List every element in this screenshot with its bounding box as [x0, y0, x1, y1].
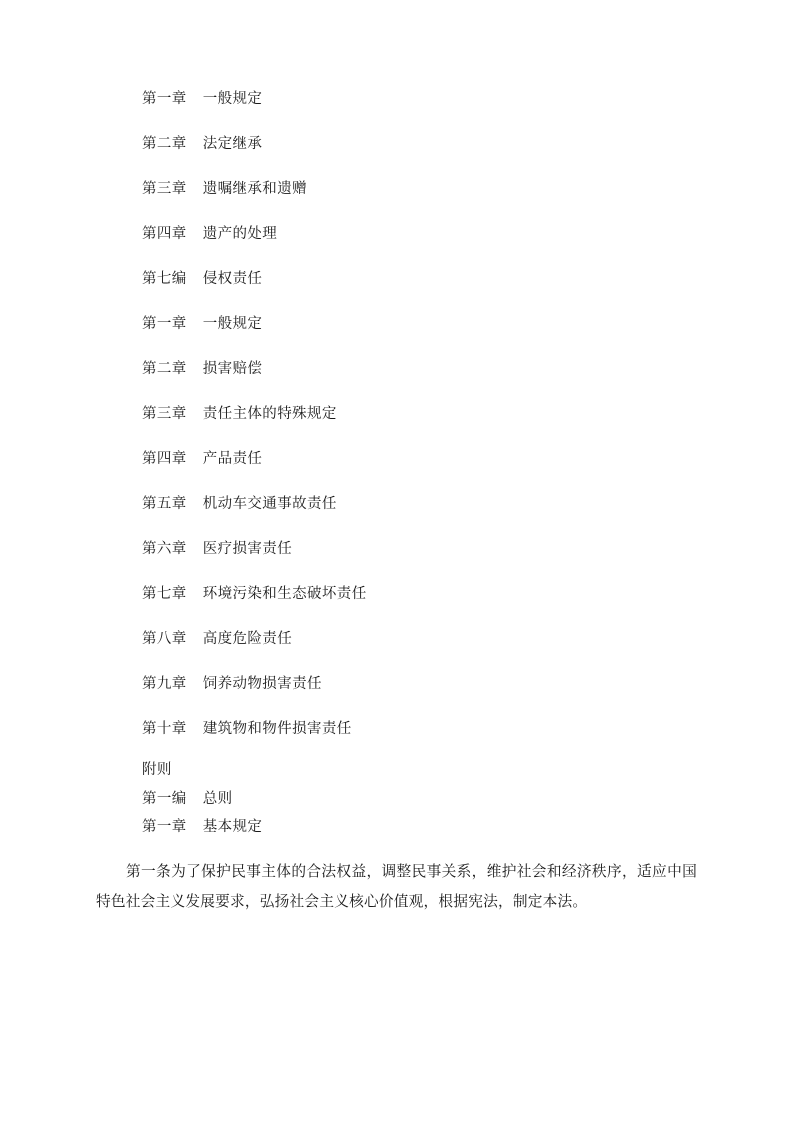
toc-entry-title: 环境污染和生态破坏责任: [202, 586, 367, 602]
toc-entry-title: 侵权责任: [202, 271, 263, 287]
toc-entry-number: 第五章: [142, 496, 187, 512]
toc-entry-number: 第三章: [142, 181, 187, 197]
toc-entry-number: 第二章: [142, 361, 187, 377]
toc-entry-title: 责任主体的特殊规定: [202, 406, 337, 422]
toc-entry-number: 第八章: [142, 631, 187, 647]
table-of-contents: [96, 92, 697, 737]
toc-entry-title: 法定继承: [202, 136, 263, 152]
toc-entry-number: 第六章: [142, 541, 187, 557]
article-text: 为了保护民事主体的合法权益，调整民事关系，维护社会和经济秩序，适应中国特色社会主义发展要求，弘扬社会主义核心价值观，根据宪法，制定本法。: [96, 863, 697, 910]
toc-entry-number: 第二章: [142, 136, 187, 152]
list-item: [96, 137, 697, 152]
toc-entry-title: 饲养动物损害责任: [202, 676, 322, 692]
list-item: [96, 542, 697, 557]
appendix-label: 附则: [142, 762, 172, 778]
chapter-heading-title: 基本规定: [202, 819, 263, 835]
list-item: [96, 497, 697, 512]
list-item: [96, 722, 697, 737]
toc-entry-number: 第七章: [142, 586, 187, 602]
toc-entry-number: 第九章: [142, 676, 187, 692]
list-item: [96, 452, 697, 467]
toc-entry-number: 第四章: [142, 451, 187, 467]
list-item: [96, 92, 697, 107]
toc-entry-number: 第四章: [142, 226, 187, 242]
list-item: [96, 317, 697, 332]
toc-entry-title: 机动车交通事故责任: [202, 496, 337, 512]
list-item: [96, 182, 697, 197]
toc-entry-title: 损害赔偿: [202, 361, 263, 377]
toc-entry-number: 第三章: [142, 406, 187, 422]
list-item: [96, 587, 697, 602]
part-heading: [96, 792, 697, 807]
list-item: [96, 362, 697, 377]
toc-entry-title: 遗产的处理: [202, 226, 278, 242]
toc-entry-title: 一般规定: [202, 316, 263, 332]
list-item: [96, 677, 697, 692]
toc-entry-title: 产品责任: [202, 451, 263, 467]
chapter-heading: [96, 820, 697, 835]
toc-entry-number: 第七编: [142, 271, 187, 287]
document-headings-block: [96, 763, 697, 835]
list-item: [96, 227, 697, 242]
article-label: 第一条: [126, 863, 172, 880]
toc-entry-title: 高度危险责任: [202, 631, 293, 647]
toc-entry-title: 医疗损害责任: [202, 541, 293, 557]
toc-entry-number: 第十章: [142, 721, 187, 737]
toc-entry-number: 第一章: [142, 91, 187, 107]
part-heading-title: 总则: [202, 790, 233, 807]
chapter-heading-number: 第一章: [142, 819, 187, 835]
list-item: [96, 272, 697, 287]
toc-entry-title: 建筑物和物件损害责任: [202, 721, 352, 737]
part-heading-number: 第一编: [142, 790, 187, 807]
toc-entry-title: 一般规定: [202, 91, 263, 107]
toc-entry-number: 第一章: [142, 316, 187, 332]
list-item: [96, 407, 697, 422]
list-item: [96, 632, 697, 647]
toc-entry-title: 遗嘱继承和遗赠: [202, 181, 308, 197]
article-paragraph: [96, 857, 697, 917]
